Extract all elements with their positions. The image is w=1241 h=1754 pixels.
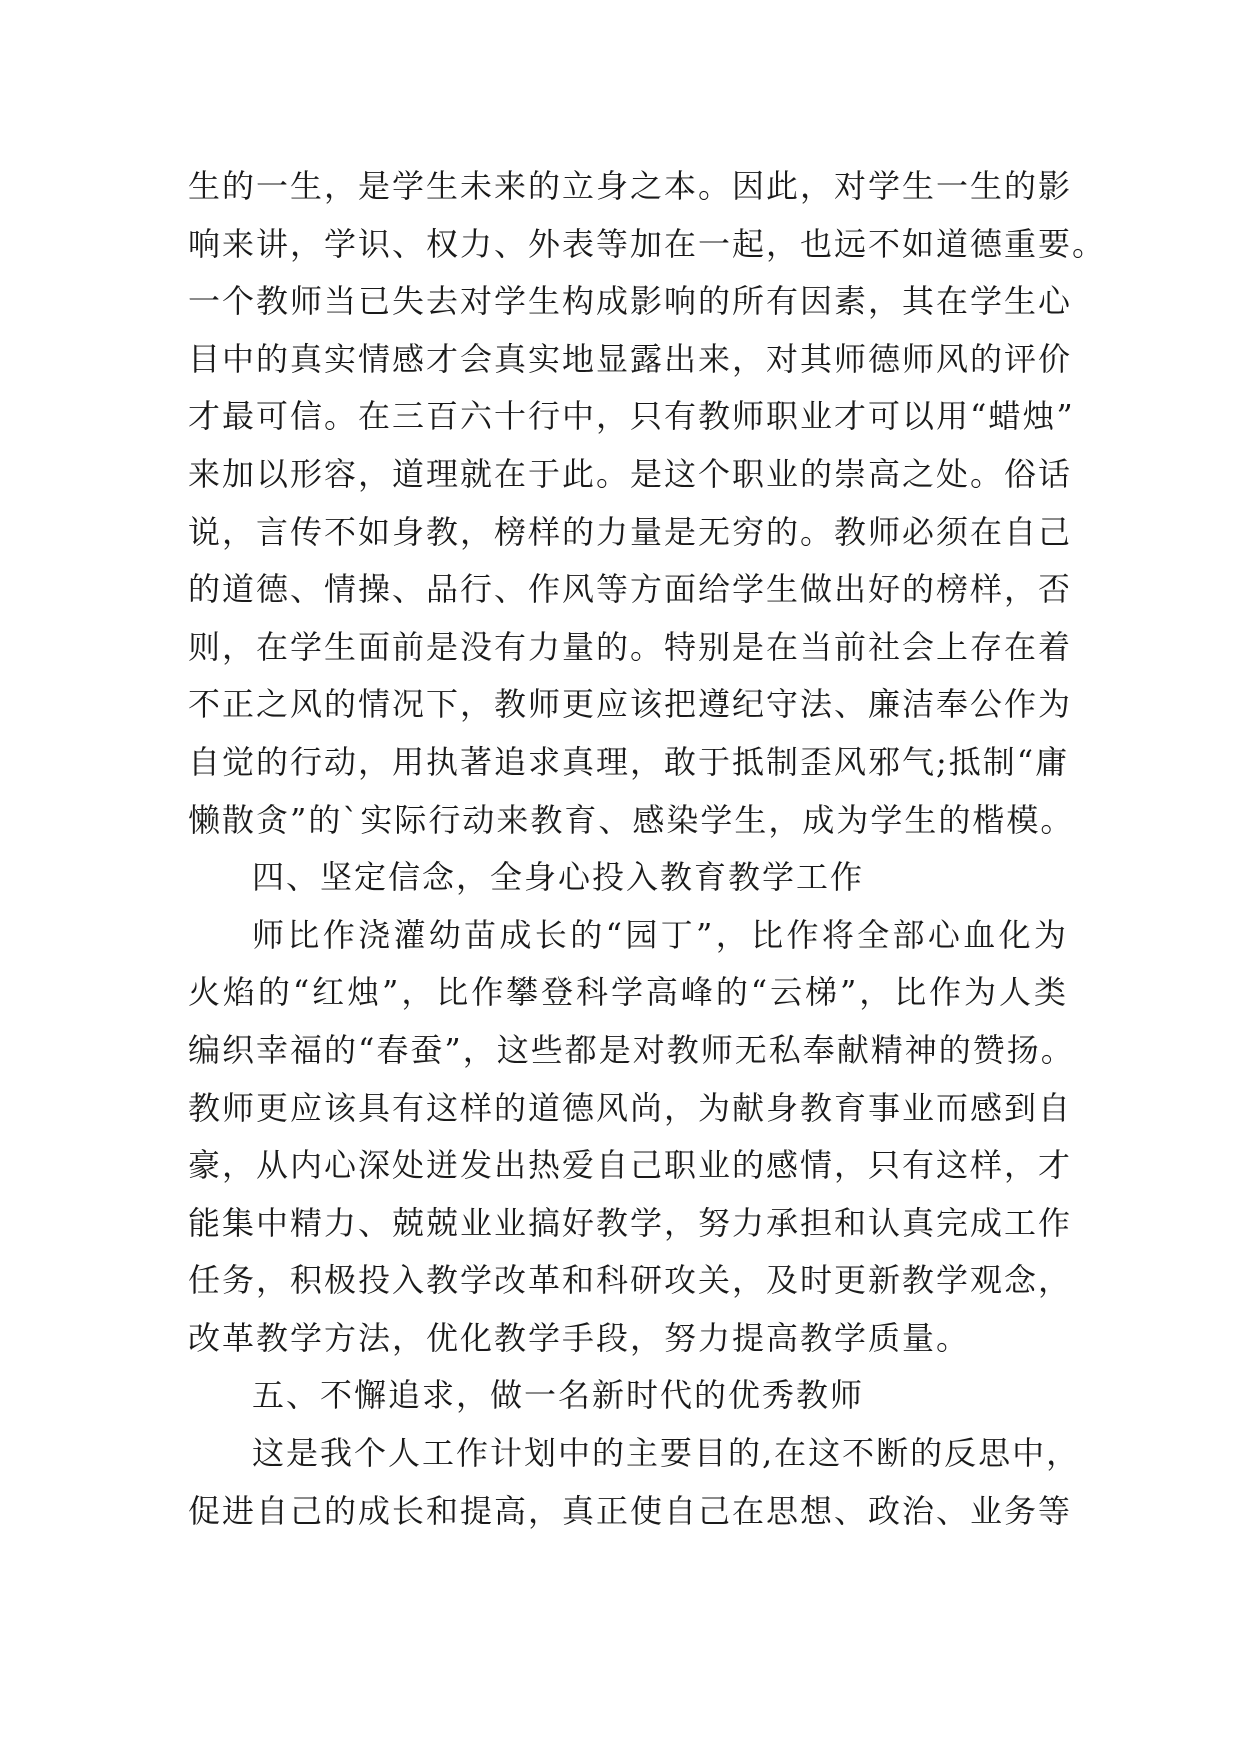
text-line: 响来讲，学识、权力、外表等加在一起，也远不如道德重要。 xyxy=(188,224,1107,263)
text-line: 目中的真实情感才会真实地显露出来，对其师德师风的评价 xyxy=(188,339,1073,378)
text-line: 自觉的行动，用执著追求真理，敢于抵制歪风邪气;抵制“庸 xyxy=(188,742,1070,781)
text-line: 懒散贪”的`实际行动来教育、感染学生，成为学生的楷模。 xyxy=(188,800,1075,839)
text-line: 豪，从内心深处迸发出热爱自己职业的感情，只有这样，才 xyxy=(188,1146,1073,1185)
text-line: 这是我个人工作计划中的主要目的,在这不断的反思中， xyxy=(252,1434,1081,1473)
text-line: 促进自己的成长和提高，真正使自己在思想、政治、业务等 xyxy=(188,1491,1073,1530)
text-line: 能集中精力、兢兢业业搞好教学，努力承担和认真完成工作 xyxy=(188,1203,1073,1242)
text-line: 一个教师当已失去对学生构成影响的所有因素，其在学生心 xyxy=(188,282,1073,321)
section-heading: 四、坚定信念，全身心投入教育教学工作 xyxy=(252,858,865,897)
body-text xyxy=(188,158,1107,1540)
text-line: 教师更应该具有这样的道德风尚，为献身教育事业而感到自 xyxy=(188,1088,1073,1127)
text-line: 不正之风的情况下，教师更应该把遵纪守法、廉洁奉公作为 xyxy=(188,685,1073,724)
text-line: 任务，积极投入教学改革和科研攻关，及时更新教学观念， xyxy=(188,1261,1073,1300)
text-line: 则，在学生面前是没有力量的。特别是在当前社会上存在着 xyxy=(188,627,1073,666)
section-heading: 五、不懈追求，做一名新时代的优秀教师 xyxy=(252,1376,865,1415)
text-line: 编织幸福的“春蚕”，这些都是对教师无私奉献精神的赞扬。 xyxy=(188,1030,1075,1069)
text-line: 改革教学方法，优化教学手段，努力提高教学质量。 xyxy=(188,1318,971,1357)
text-line: 来加以形容，道理就在于此。是这个职业的崇高之处。俗话 xyxy=(188,454,1073,493)
text-line: 的道德、情操、品行、作风等方面给学生做出好的榜样，否 xyxy=(188,570,1073,609)
text-line: 说，言传不如身教，榜样的力量是无穷的。教师必须在自己 xyxy=(188,512,1073,551)
text-line: 火焰的“红烛”，比作攀登科学高峰的“云梯”，比作为人类 xyxy=(188,973,1068,1012)
text-line: 师比作浇灌幼苗成长的“园丁”，比作将全部心血化为 xyxy=(252,915,1068,954)
text-line: 才最可信。在三百六十行中，只有教师职业才可以用“蜡烛” xyxy=(188,397,1075,436)
text-line: 生的一生，是学生未来的立身之本。因此，对学生一生的影 xyxy=(188,167,1073,205)
